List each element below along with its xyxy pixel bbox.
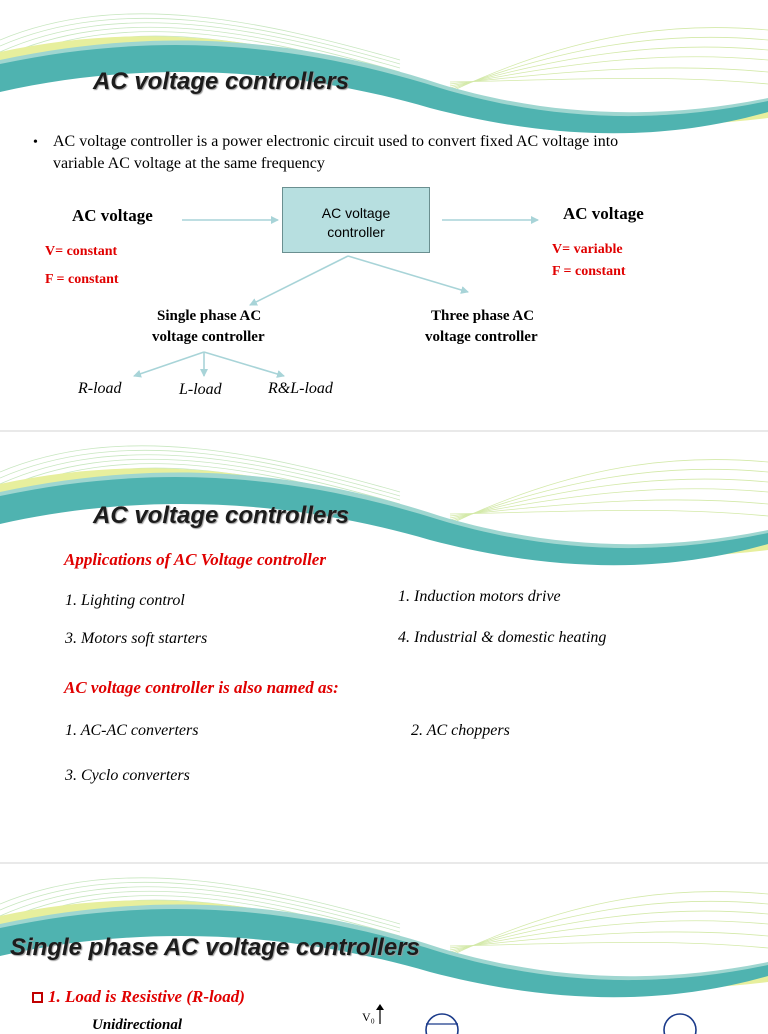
slide-2 [0, 432, 768, 864]
name-item: 1. AC-AC converters [65, 722, 199, 739]
name-item: 2. AC choppers [411, 722, 510, 739]
three-phase-line-1: Three phase AC [431, 308, 535, 324]
output-label: AC voltage [563, 204, 644, 223]
axis-label: V₀ [362, 1010, 375, 1024]
application-item: 3. Motors soft starters [65, 630, 208, 647]
input-voltage: V= constant [45, 244, 118, 259]
names-heading: AC voltage controller is also named as: [64, 678, 339, 697]
bullet-text-line-1: AC voltage controller is a power electronic circuit used to convert fixed AC voltage into [53, 133, 619, 150]
output-frequency: F = constant [552, 264, 626, 279]
slide-title: Single phase AC voltage controllers [10, 934, 420, 961]
load-type-rl: R&L-load [268, 380, 333, 397]
application-item: 1. Induction motors drive [398, 588, 561, 605]
three-phase-line-2: voltage controller [425, 329, 538, 345]
sub-item: Unidirectional [92, 1017, 183, 1033]
controller-box-line-2: controller [327, 224, 385, 240]
bullet-icon: • [33, 135, 38, 150]
controller-box [282, 187, 430, 253]
input-label: AC voltage [72, 206, 153, 225]
applications-heading: Applications of AC Voltage controller [64, 550, 326, 569]
controller-box-line-1: AC voltage [321, 205, 391, 221]
single-phase-line-1: Single phase AC [157, 308, 262, 324]
application-item: 4. Industrial & domestic heating [398, 629, 607, 646]
single-phase-line-2: voltage controller [152, 329, 265, 345]
application-item: 1. Lighting control [65, 592, 185, 609]
load-type-r: R-load [78, 380, 122, 397]
slide-title: AC voltage controllers [93, 502, 350, 529]
slide-1 [0, 0, 768, 432]
waveform-and-circuit [370, 1004, 768, 1024]
bullet-text-line-2: variable AC voltage at the same frequency [53, 155, 325, 172]
checkbox-bullet-icon [32, 992, 43, 1003]
slide-title: AC voltage controllers [93, 68, 350, 95]
item-heading: 1. Load is Resistive (R-load) [48, 987, 245, 1006]
load-type-l: L-load [179, 381, 222, 398]
slide-3 [0, 864, 768, 1033]
output-voltage: V= variable [552, 242, 623, 257]
name-item: 3. Cyclo converters [65, 767, 190, 784]
input-frequency: F = constant [45, 272, 119, 287]
